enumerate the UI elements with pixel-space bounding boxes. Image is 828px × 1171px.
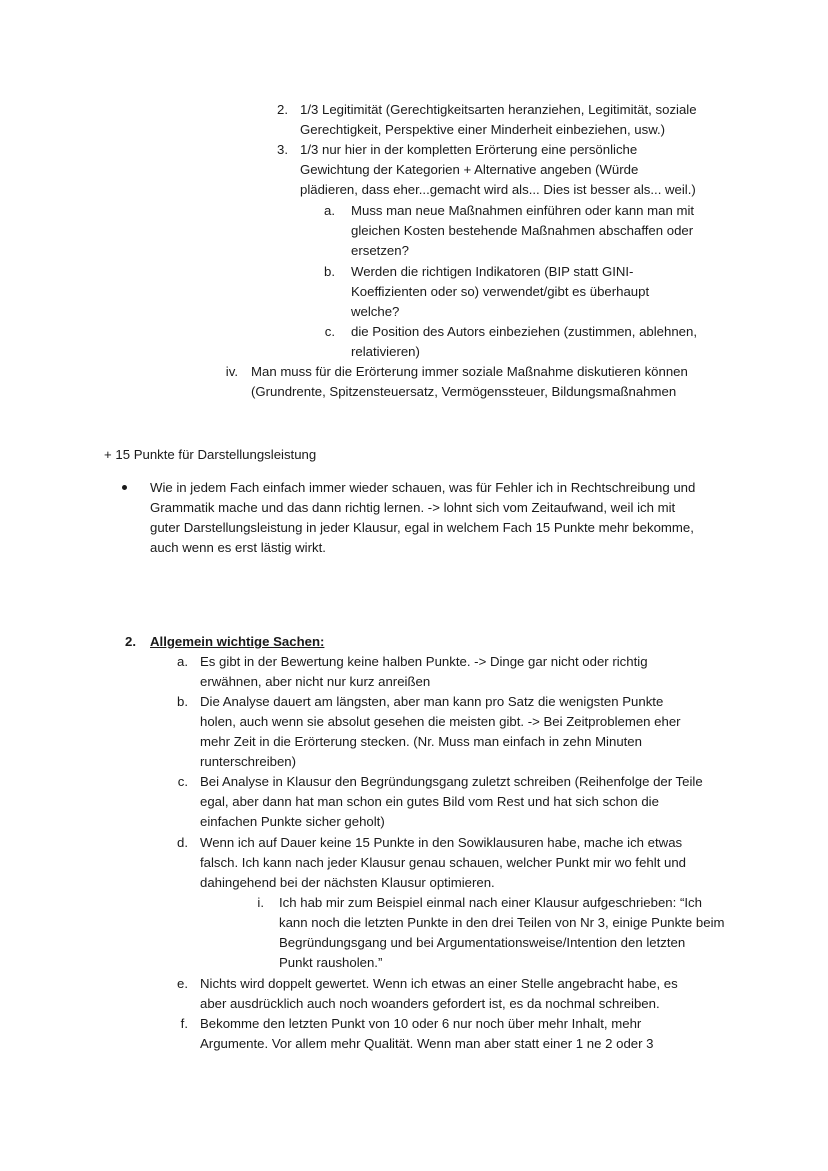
text-line: holen, auch wenn sie absolut gesehen die meisten gibt. -> Bei Zeitproblemen eher: [200, 714, 681, 729]
text-line: Bekomme den letzten Punkt von 10 oder 6 nur noch über mehr Inhalt, mehr: [200, 1016, 642, 1031]
text-line: egal, aber dann hat man schon ein gutes Bild vom Rest und hat sich schon die: [200, 794, 659, 809]
darstellung-heading: + 15 Punkte für Darstellungsleistung: [104, 447, 317, 462]
text-line: Muss man neue Maßnahmen einführen oder kann man mit: [351, 203, 695, 218]
text-line: ersetzen?: [351, 243, 409, 258]
text-line: erwähnen, aber nicht nur kurz anreißen: [200, 674, 431, 689]
text-line: dahingehend bei der nächsten Klausur optimieren.: [200, 875, 495, 890]
text-line: Ich hab mir zum Beispiel einmal nach einer Klausur aufgeschrieben: “Ich: [279, 895, 702, 910]
text-line: Man muss für die Erörterung immer soziale Maßnahme diskutieren können: [251, 364, 688, 379]
text-line: aber ausdrücklich auch noch woanders gefordert ist, es da nochmal schreiben.: [200, 996, 660, 1011]
list-roman: i.: [257, 895, 264, 910]
text-line: Gewichtung der Kategorien + Alternative angeben (Würde: [300, 162, 639, 177]
text-line: Grammatik mache und das dann richtig lernen. -> lohnt sich vom Zeitaufwand, weil ich mit: [150, 500, 676, 515]
text-line: relativieren): [351, 344, 420, 359]
text-line: Nichts wird doppelt gewertet. Wenn ich etwas an einer Stelle angebracht habe, es: [200, 976, 678, 991]
list-roman: iv.: [225, 364, 238, 379]
text-line: Argumente. Vor allem mehr Qualität. Wenn man aber statt einer 1 ne 2 oder 3: [200, 1036, 654, 1051]
bullet-icon: [122, 485, 127, 490]
list-letter: c.: [324, 324, 335, 339]
text-line: gleichen Kosten bestehende Maßnahmen abschaffen oder: [351, 223, 694, 238]
list-letter: e.: [177, 976, 188, 991]
text-line: Die Analyse dauert am längsten, aber man kann pro Satz die wenigsten Punkte: [200, 694, 664, 709]
text-line: die Position des Autors einbeziehen (zustimmen, ablehnen,: [351, 324, 698, 339]
section-title: Allgemein wichtige Sachen:: [150, 634, 325, 649]
list-letter: c.: [177, 774, 188, 789]
text-line: plädieren, dass eher...gemacht wird als... Dies ist besser als... weil.): [300, 182, 696, 197]
text-line: Bei Analyse in Klausur den Begründungsgang zuletzt schreiben (Reihenfolge der Teile: [200, 774, 703, 789]
list-letter: a.: [324, 203, 335, 218]
list-letter: f.: [180, 1016, 188, 1031]
list-letter: b.: [324, 264, 335, 279]
text-line: Es gibt in der Bewertung keine halben Punkte. -> Dinge gar nicht oder richtig: [200, 654, 648, 669]
list-letter: b.: [177, 694, 188, 709]
list-number: 2.: [277, 102, 288, 117]
text-line: Gerechtigkeit, Perspektive einer Minderheit einbeziehen, usw.): [300, 122, 666, 137]
text-line: einfachen Punkte sicher geholt): [200, 814, 385, 829]
text-line: runterschreiben): [200, 754, 297, 769]
list-letter: d.: [177, 835, 188, 850]
text-line: Begründungsgang und bei Argumentationsweise/Intention den letzten: [279, 935, 686, 950]
text-line: auch wenn es erst lästig wirkt.: [150, 540, 326, 555]
text-line: falsch. Ich kann nach jeder Klausur genau schauen, welcher Punkt mir wo fehlt und: [200, 855, 687, 870]
text-line: guter Darstellungsleistung in jeder Klausur, egal in welchem Fach 15 Punkte mehr bekomme,: [150, 520, 694, 535]
section-number: 2.: [125, 634, 136, 649]
list-number: 3.: [277, 142, 288, 157]
text-line: kann noch die letzten Punkte in den drei Teilen von Nr 3, einige Punkte beim: [279, 915, 725, 930]
text-line: Koeffizienten oder so) verwendet/gibt es überhaupt: [351, 284, 650, 299]
text-line: (Grundrente, Spitzensteuersatz, Vermögenssteuer, Bildungsmaßnahmen: [251, 384, 677, 399]
text-line: mehr Zeit in die Erörterung stecken. (Nr. Muss man einfach in zehn Minuten: [200, 734, 642, 749]
text-line: 1/3 nur hier in der kompletten Erörterung eine persönliche: [300, 142, 638, 157]
text-line: Werden die richtigen Indikatoren (BIP statt GINI-: [351, 264, 634, 279]
text-line: Wie in jedem Fach einfach immer wieder schauen, was für Fehler ich in Rechtschreibung und: [150, 480, 696, 495]
text-line: Wenn ich auf Dauer keine 15 Punkte in den Sowiklausuren habe, mache ich etwas: [200, 835, 683, 850]
text-line: 1/3 Legitimität (Gerechtigkeitsarten heranziehen, Legitimität, soziale: [300, 102, 697, 117]
list-letter: a.: [177, 654, 188, 669]
text-line: Punkt rausholen.”: [279, 955, 383, 970]
text-line: welche?: [351, 304, 400, 319]
